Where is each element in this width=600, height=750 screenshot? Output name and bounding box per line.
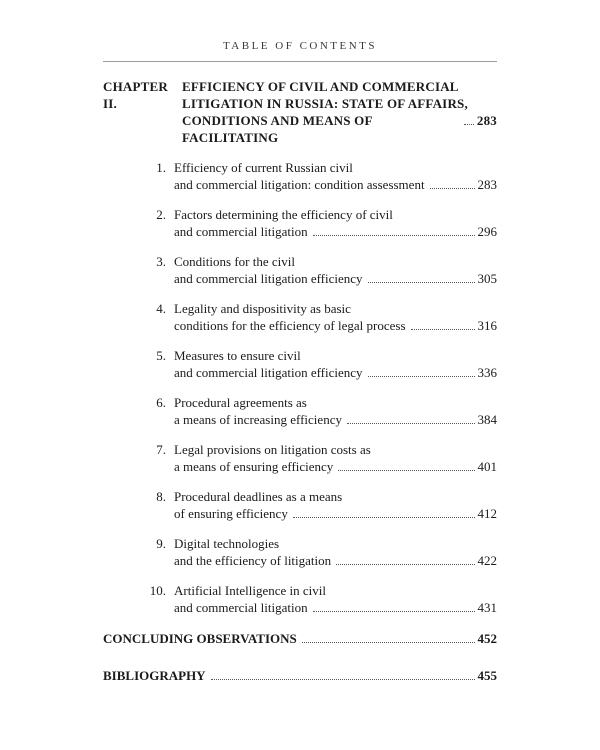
entry-line1: Procedural agreements as: [174, 395, 307, 410]
entry-line2: and commercial litigation: condition assessment: [174, 176, 425, 192]
entry-number: 1.: [156, 160, 166, 175]
chapter-title-line: EFFICIENCY OF CIVIL AND COMMERCIAL: [182, 79, 459, 94]
footer-entry-label: BIBLIOGRAPHY: [103, 668, 206, 683]
entry-line1: Measures to ensure civil: [174, 348, 301, 363]
entry-line1: Conditions for the civil: [174, 254, 295, 269]
toc-entry: [103, 442, 497, 475]
entry-line2-row: [174, 318, 497, 335]
entry-line1: Artificial Intelligence in civil: [174, 583, 326, 598]
concluding-observations-entry: [103, 630, 497, 647]
dot-leader: [411, 329, 475, 330]
dot-leader: [430, 188, 475, 189]
entry-number: 3.: [156, 254, 166, 269]
dot-leader: [338, 470, 474, 471]
toc-entry: [103, 348, 497, 381]
entry-body: [174, 207, 497, 240]
entry-body: [174, 254, 497, 287]
entry-line1: Efficiency of current Russian civil: [174, 160, 353, 175]
toc-entry: [103, 583, 497, 616]
entry-body: [174, 489, 497, 522]
entry-line2-row: [174, 553, 497, 570]
footer-entry-page-number: 452: [477, 631, 497, 646]
dot-leader: [368, 282, 475, 283]
entry-line1: Factors determining the efficiency of civil: [174, 207, 393, 222]
dot-leader: [347, 423, 475, 424]
chapter-title-line: LITIGATION IN RUSSIA: STATE OF AFFAIRS,: [182, 96, 468, 111]
entry-line1: Legality and dispositivity as basic: [174, 301, 351, 316]
entry-line2: a means of ensuring efficiency: [174, 458, 334, 474]
toc-entry: [103, 254, 497, 287]
dot-leader: [313, 235, 475, 236]
entry-body: [174, 536, 497, 569]
dot-leader: [302, 642, 475, 643]
entry-number: 10.: [149, 583, 166, 598]
dot-leader: [211, 679, 475, 680]
entry-line2: and commercial litigation: [174, 599, 308, 615]
entry-line2: and commercial litigation: [174, 223, 308, 239]
toc-entry: [103, 301, 497, 334]
entry-line2: and the efficiency of litigation: [174, 552, 332, 568]
entry-page-number: 384: [477, 411, 497, 427]
entry-page-number: 431: [477, 599, 497, 615]
chapter-page-number: 283: [476, 113, 497, 128]
entry-page-number: 422: [477, 552, 497, 568]
toc-entry: [103, 160, 497, 193]
toc-entry: [103, 395, 497, 428]
entry-line2-row: [174, 412, 497, 429]
entry-number: 7.: [156, 442, 166, 457]
entry-body: [174, 348, 497, 381]
entry-line2-row: [174, 600, 497, 617]
entry-line2-row: [174, 365, 497, 382]
dot-leader: [293, 517, 475, 518]
entry-line2: and commercial litigation efficiency: [174, 364, 363, 380]
entry-body: [174, 160, 497, 193]
entry-page-number: 336: [477, 364, 497, 380]
page-header-title: TABLE OF CONTENTS: [222, 40, 378, 52]
dot-leader: [313, 611, 475, 612]
toc-entry: [103, 489, 497, 522]
dot-leader: [336, 564, 474, 565]
entry-page-number: 296: [477, 223, 497, 239]
bibliography-entry: [103, 667, 497, 684]
entry-line2: and commercial litigation efficiency: [174, 270, 363, 286]
entry-body: [174, 395, 497, 428]
toc-entry: [103, 207, 497, 240]
header-rule: [103, 61, 497, 62]
footer-entry-page-number: 455: [477, 668, 497, 683]
entry-line1: Procedural deadlines as a means: [174, 489, 343, 504]
toc-entry: [103, 536, 497, 569]
entry-number: 6.: [156, 395, 166, 410]
entry-page-number: 401: [477, 458, 497, 474]
dot-leader: [464, 124, 474, 125]
chapter-label: CHAPTER II.: [103, 79, 168, 111]
entry-line1: Digital technologies: [174, 536, 280, 551]
entry-body: [174, 583, 497, 616]
entry-body: [174, 442, 497, 475]
entry-page-number: 305: [477, 270, 497, 286]
entry-line1: Legal provisions on litigation costs as: [174, 442, 371, 457]
entry-body: [174, 301, 497, 334]
entry-page-number: 316: [477, 317, 497, 333]
chapter-heading: [103, 78, 497, 146]
chapter-title: [182, 78, 497, 146]
chapter-title-text: CONDITIONS AND MEANS OF FACILITATING: [182, 113, 373, 145]
chapter-title-line: [182, 112, 497, 146]
footer-entry-label: CONCLUDING OBSERVATIONS: [103, 631, 297, 646]
entry-line2: conditions for the efficiency of legal process: [174, 317, 406, 333]
entry-number: 9.: [156, 536, 166, 551]
entry-number: 4.: [156, 301, 166, 316]
dot-leader: [368, 376, 475, 377]
entry-page-number: 283: [477, 176, 497, 192]
entry-line2: of ensuring efficiency: [174, 505, 288, 521]
entry-number: 8.: [156, 489, 166, 504]
entry-number: 5.: [156, 348, 166, 363]
entry-number: 2.: [156, 207, 166, 222]
entry-line2-row: [174, 459, 497, 476]
entry-line2: a means of increasing efficiency: [174, 411, 342, 427]
entry-line2-row: [174, 224, 497, 241]
entry-line2-row: [174, 177, 497, 194]
entry-page-number: 412: [477, 505, 497, 521]
entry-line2-row: [174, 271, 497, 288]
entry-line2-row: [174, 506, 497, 523]
